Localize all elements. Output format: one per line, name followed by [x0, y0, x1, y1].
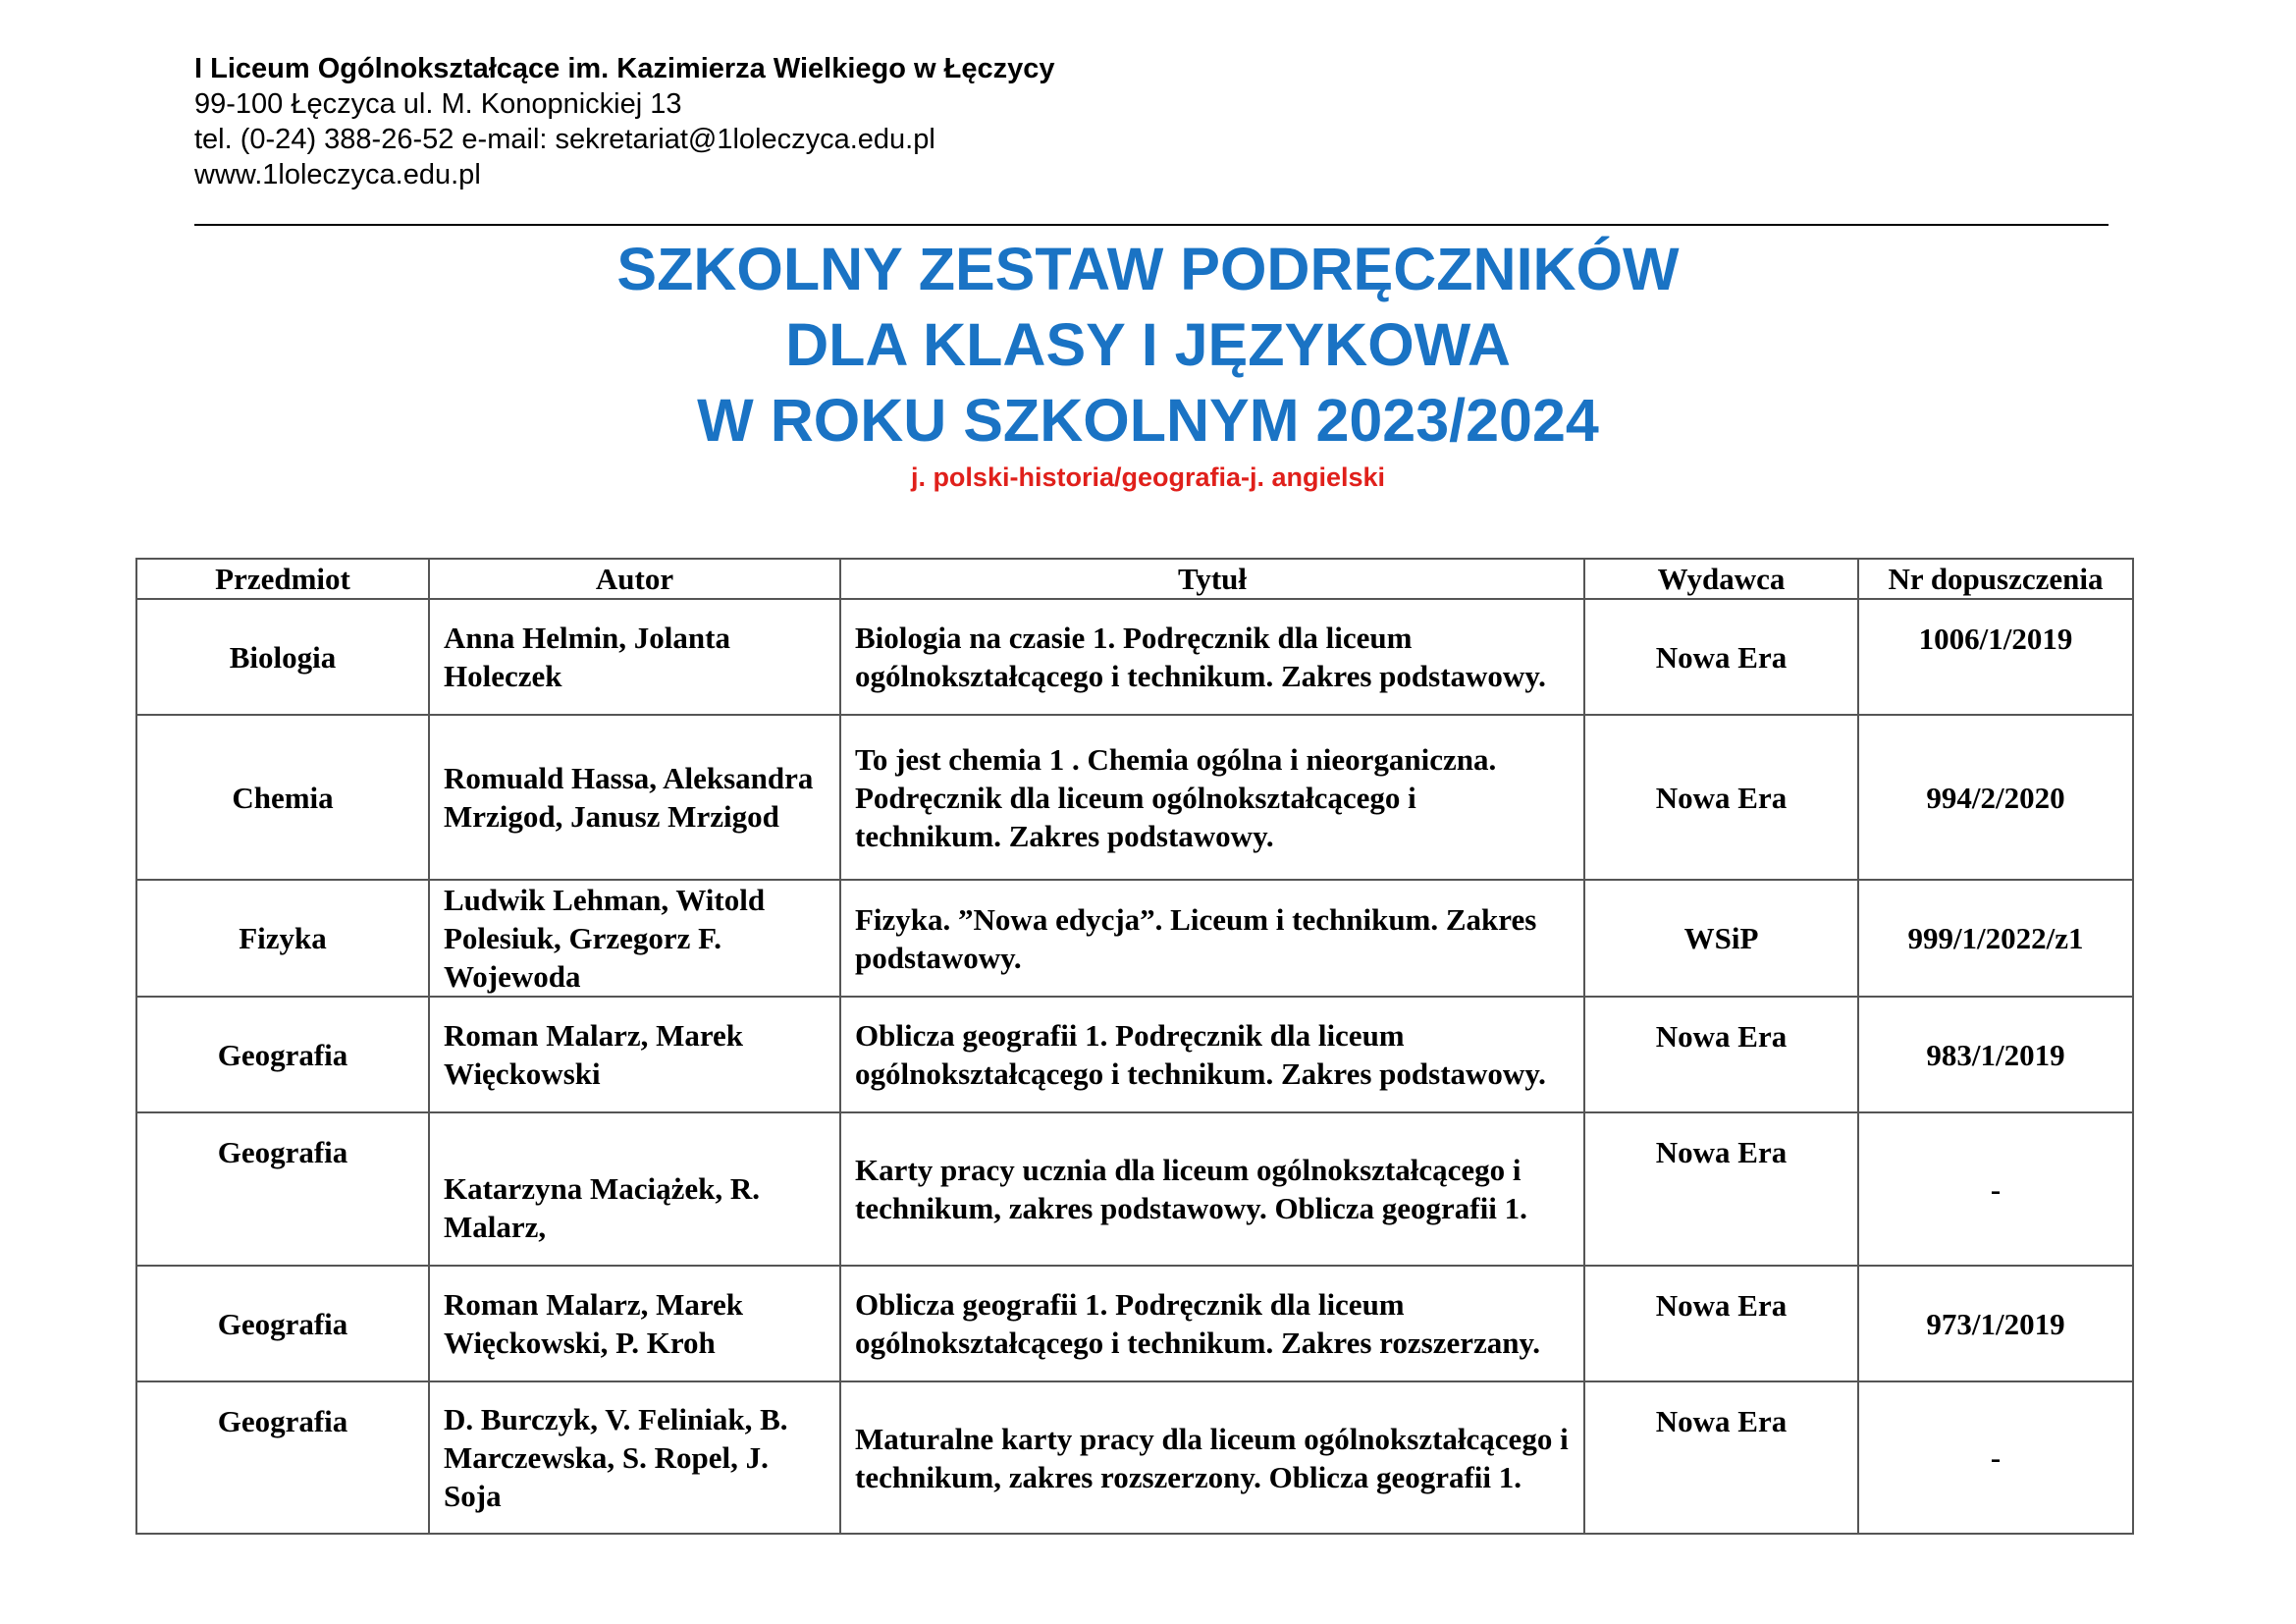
- cell-subject: Chemia: [136, 715, 429, 880]
- title-line-2: DLA KLASY I JĘZYKOWA: [785, 311, 1511, 378]
- cell-author: Roman Malarz, Marek Więckowski, P. Kroh: [429, 1266, 840, 1381]
- cell-approval-number: 973/1/2019: [1858, 1266, 2133, 1381]
- cell-subject: Geografia: [136, 1381, 429, 1534]
- school-header: [194, 51, 1055, 192]
- cell-approval-number: 983/1/2019: [1858, 997, 2133, 1112]
- table-header-row: [136, 559, 2133, 599]
- header-divider: [194, 224, 2109, 226]
- cell-approval-number: 999/1/2022/z1: [1858, 880, 2133, 997]
- cell-title: Oblicza geografii 1. Podręcznik dla liceum ogólnokształcącego i technikum. Zakres rozszerzany.: [840, 1266, 1584, 1381]
- table-row: [136, 715, 2133, 880]
- cell-author: Romuald Hassa, Aleksandra Mrzigod, Janusz Mrzigod: [429, 715, 840, 880]
- cell-subject: Biologia: [136, 599, 429, 715]
- cell-approval-number: 1006/1/2019: [1858, 599, 2133, 715]
- cell-publisher: WSiP: [1584, 880, 1858, 997]
- cell-author: Anna Helmin, Jolanta Holeczek: [429, 599, 840, 715]
- school-address: 99-100 Łęczyca ul. M. Konopnickiej 13: [194, 88, 682, 120]
- document-title: [0, 232, 2296, 459]
- cell-subject: Geografia: [136, 1266, 429, 1381]
- cell-author: Roman Malarz, Marek Więckowski: [429, 997, 840, 1112]
- cell-publisher: Nowa Era: [1584, 1112, 1858, 1266]
- title-line-3: W ROKU SZKOLNYM 2023/2024: [697, 387, 1599, 454]
- school-contact: tel. (0-24) 388-26-52 e-mail: sekretariat@1loleczyca.edu.pl: [194, 124, 935, 155]
- table-row: [136, 599, 2133, 715]
- school-website: www.1loleczyca.edu.pl: [194, 159, 481, 190]
- cell-author: Ludwik Lehman, Witold Polesiuk, Grzegorz F. Wojewoda: [429, 880, 840, 997]
- table-row: [136, 997, 2133, 1112]
- cell-subject: Geografia: [136, 1112, 429, 1266]
- cell-publisher: Nowa Era: [1584, 715, 1858, 880]
- header-publisher: Wydawca: [1584, 559, 1858, 599]
- cell-title: Oblicza geografii 1. Podręcznik dla liceum ogólnokształcącego i technikum. Zakres podstawowy.: [840, 997, 1584, 1112]
- table-row: [136, 1381, 2133, 1534]
- cell-publisher: Nowa Era: [1584, 599, 1858, 715]
- cell-approval-number: 994/2/2020: [1858, 715, 2133, 880]
- cell-approval-number: -: [1858, 1381, 2133, 1534]
- title-line-1: SZKOLNY ZESTAW PODRĘCZNIKÓW: [616, 236, 1680, 302]
- header-author: Autor: [429, 559, 840, 599]
- cell-publisher: Nowa Era: [1584, 1381, 1858, 1534]
- cell-subject: Fizyka: [136, 880, 429, 997]
- table-row: [136, 1112, 2133, 1266]
- cell-title: Biologia na czasie 1. Podręcznik dla liceum ogólnokształcącego i technikum. Zakres podstawowy.: [840, 599, 1584, 715]
- cell-title: Maturalne karty pracy dla liceum ogólnokształcącego i technikum, zakres rozszerzony. Oblicza geografii 1.: [840, 1381, 1584, 1534]
- cell-title: Fizyka. ”Nowa edycja”. Liceum i technikum. Zakres podstawowy.: [840, 880, 1584, 997]
- cell-publisher: Nowa Era: [1584, 1266, 1858, 1381]
- cell-publisher: Nowa Era: [1584, 997, 1858, 1112]
- cell-author: D. Burczyk, V. Feliniak, B. Marczewska, S. Ropel, J. Soja: [429, 1381, 840, 1534]
- document-subtitle: j. polski-historia/geografia-j. angielski: [910, 462, 1386, 492]
- header-approval-number: Nr dopuszczenia: [1858, 559, 2133, 599]
- table-row: [136, 1266, 2133, 1381]
- cell-subject: Geografia: [136, 997, 429, 1112]
- table-row: [136, 880, 2133, 997]
- cell-approval-number: -: [1858, 1112, 2133, 1266]
- cell-title: Karty pracy ucznia dla liceum ogólnokształcącego i technikum, zakres podstawowy. Oblicza geografii 1.: [840, 1112, 1584, 1266]
- textbook-table: [135, 558, 2134, 1535]
- school-name: I Liceum Ogólnokształcące im. Kazimierza Wielkiego w Łęczycy: [194, 53, 1055, 84]
- cell-author: Katarzyna Maciążek, R. Malarz,: [429, 1112, 840, 1266]
- cell-title: To jest chemia 1 . Chemia ogólna i nieorganiczna. Podręcznik dla liceum ogólnokształcącego i technikum. Zakres podstawowy.: [840, 715, 1584, 880]
- header-title: Tytuł: [840, 559, 1584, 599]
- header-subject: Przedmiot: [136, 559, 429, 599]
